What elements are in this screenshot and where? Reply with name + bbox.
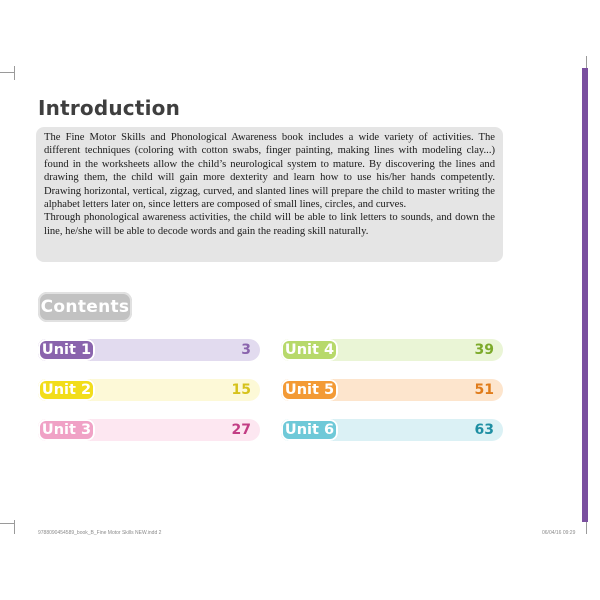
crop-mark [14, 520, 15, 534]
unit-page-number: 27 [231, 422, 251, 438]
side-color-strip [582, 68, 588, 522]
crop-mark [586, 520, 587, 534]
unit-page-number: 63 [474, 422, 494, 438]
unit-entry[interactable] [281, 379, 503, 401]
crop-mark [0, 523, 14, 524]
introduction-paragraph: Through phonological awareness activities, the child will be able to link letters to sounds, and down the line, he/she will be able to decode words and gain the reading skill naturally. [44, 212, 495, 237]
print-slug-timestamp: 06/04/16 09:29 [542, 530, 576, 536]
unit-badge: Unit 1 [38, 339, 95, 361]
unit-entry[interactable] [38, 339, 260, 361]
unit-page-number: 51 [474, 382, 494, 398]
unit-entry[interactable] [281, 339, 503, 361]
crop-mark [0, 72, 14, 73]
introduction-title: Introduction [38, 96, 181, 120]
contents-title: Contents [40, 297, 130, 317]
unit-entry[interactable] [38, 419, 260, 441]
introduction-paragraph: The Fine Motor Skills and Phonological Awareness book includes a wide variety of activities. The different techniques (coloring with cotton swabs, finger painting, making lines with modeling clay...) found in the worksheets allow the child’s neurological system to mature. By discovering the lines and drawing them, the child will gain more dexterity and learn how to use his/her hands competently. Drawing horizontal, vertical, zigzag, curved, and slanted lines will prepare the child to master writing the alphabet letters later on, since letters are composed of small lines, circles, and curves. [44, 132, 495, 211]
unit-entry[interactable] [281, 419, 503, 441]
unit-badge: Unit 3 [38, 419, 95, 441]
unit-page-number: 39 [474, 342, 494, 358]
unit-page-number: 15 [231, 382, 251, 398]
unit-badge: Unit 2 [38, 379, 95, 401]
unit-page-number: 3 [241, 342, 251, 358]
introduction-box [36, 127, 503, 262]
print-slug-filename: 9788090454589_book_B_Fine Motor Skills NEW.indd 2 [38, 530, 162, 536]
unit-entry[interactable] [38, 379, 260, 401]
contents-heading [38, 292, 132, 322]
unit-badge: Unit 6 [281, 419, 338, 441]
unit-badge: Unit 4 [281, 339, 338, 361]
crop-mark [14, 66, 15, 80]
unit-badge: Unit 5 [281, 379, 338, 401]
